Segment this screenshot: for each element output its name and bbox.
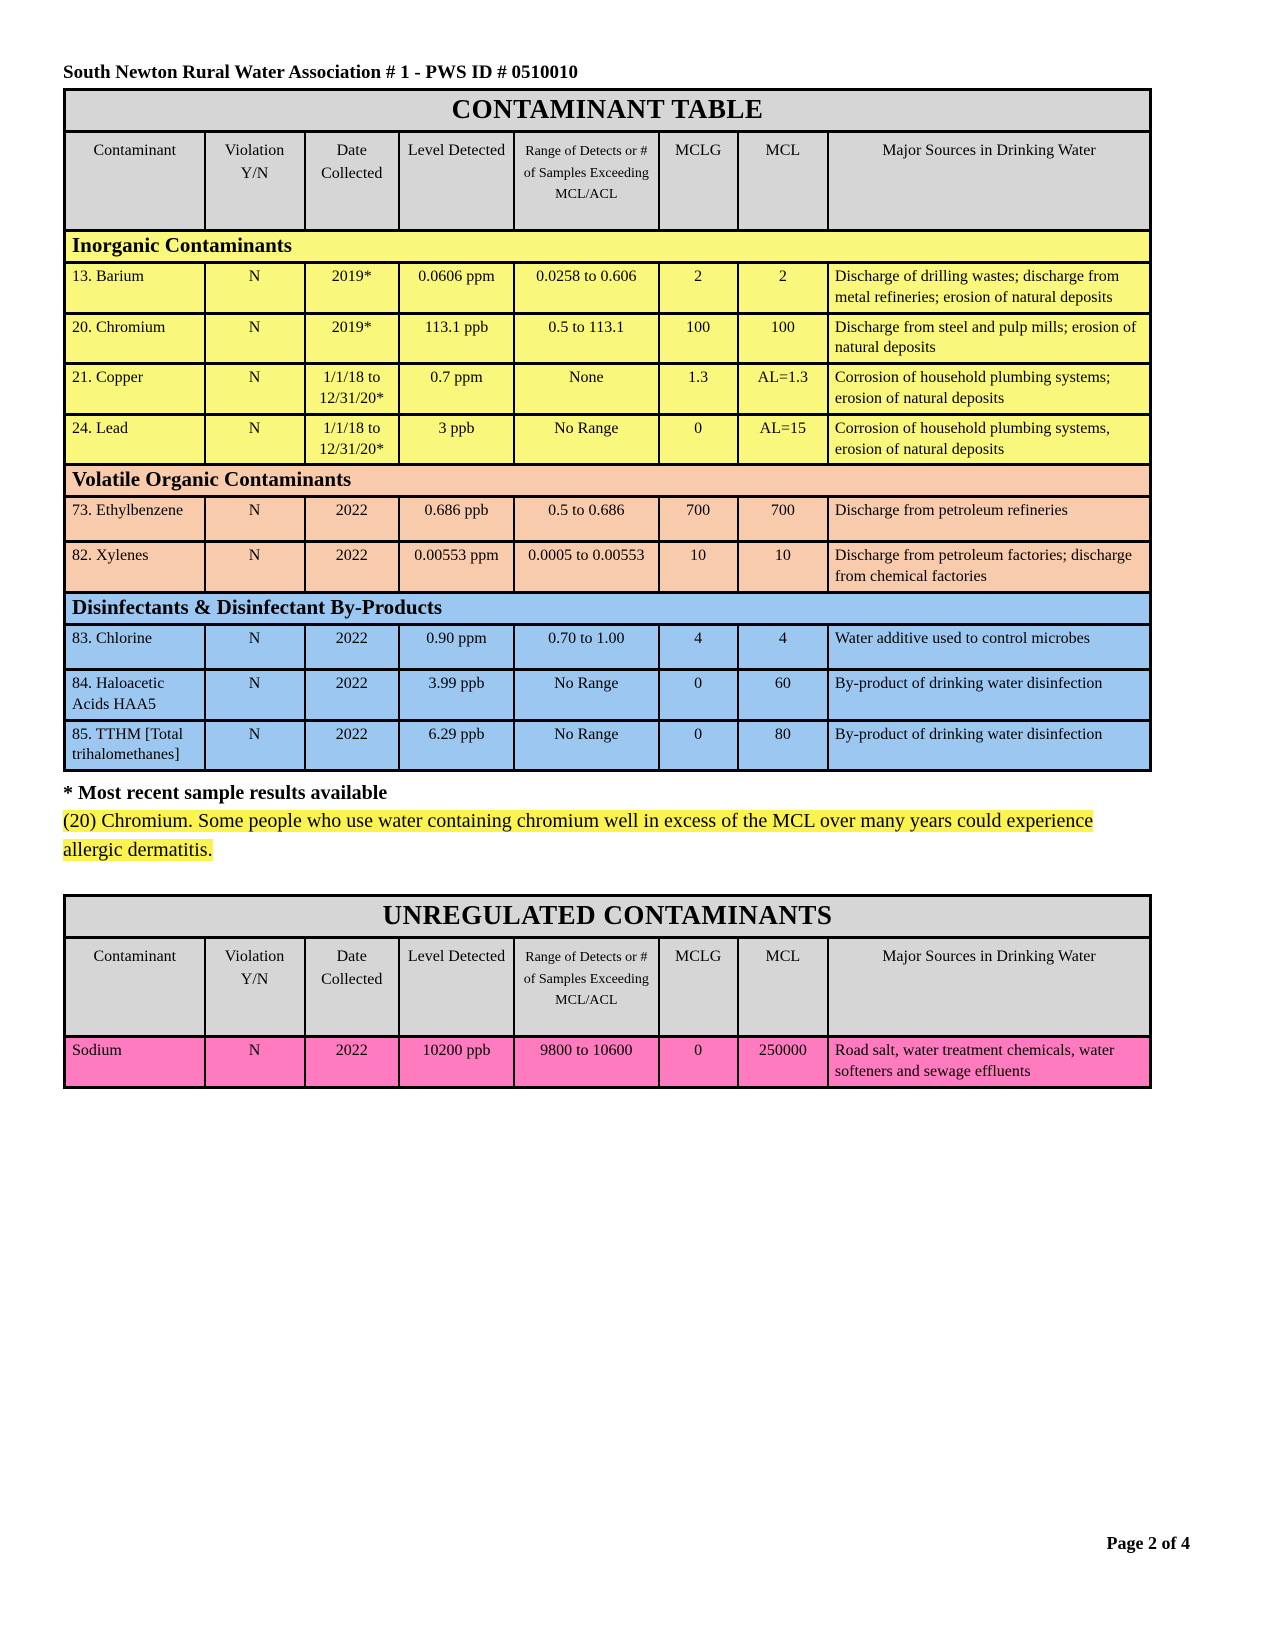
table-cell: 1/1/18 to 12/31/20* bbox=[305, 414, 399, 465]
table-cell: 100 bbox=[659, 313, 738, 364]
table-cell: 20. Chromium bbox=[65, 313, 205, 364]
table-cell: Discharge from petroleum factories; discharge from chemical factories bbox=[828, 542, 1151, 593]
table-row bbox=[65, 542, 1151, 593]
page-title: South Newton Rural Water Association # 1 - PWS ID # 0510010 bbox=[63, 62, 578, 83]
column-header-contaminant: Contaminant bbox=[65, 132, 205, 231]
table-cell: By-product of drinking water disinfection bbox=[828, 669, 1151, 720]
column-header-level-detected: Level Detected bbox=[399, 132, 514, 231]
table-cell: 73. Ethylbenzene bbox=[65, 497, 205, 542]
table-cell: 0 bbox=[659, 1036, 738, 1087]
table-cell: 2019* bbox=[305, 263, 399, 314]
column-header-mclg: MCLG bbox=[659, 937, 738, 1036]
spacer bbox=[63, 864, 1212, 894]
table-row bbox=[65, 414, 1151, 465]
chromium-note-highlighted-text: (20) Chromium. Some people who use water containing chromium well in excess of the MCL over many years could experience allergic dermatitis. bbox=[63, 810, 1094, 861]
table-cell: 0.70 to 1.00 bbox=[514, 624, 658, 669]
table-cell: No Range bbox=[514, 720, 658, 771]
table-row bbox=[65, 1036, 1151, 1087]
table-cell: Discharge from petroleum refineries bbox=[828, 497, 1151, 542]
column-header-mclg: MCLG bbox=[659, 132, 738, 231]
table-cell: N bbox=[205, 624, 305, 669]
unregulated-table-banner-row bbox=[65, 895, 1151, 937]
table-cell: No Range bbox=[514, 414, 658, 465]
column-header-range-of-detects: Range of Detects or # of Samples Exceeding MCL/ACL bbox=[514, 132, 658, 231]
table-cell: 0.5 to 0.686 bbox=[514, 497, 658, 542]
table-cell: 24. Lead bbox=[65, 414, 205, 465]
table-row bbox=[65, 364, 1151, 415]
table-row bbox=[65, 624, 1151, 669]
table-cell: 4 bbox=[659, 624, 738, 669]
table-cell: 0 bbox=[659, 720, 738, 771]
table-row bbox=[65, 720, 1151, 771]
table-cell: Discharge from steel and pulp mills; erosion of natural deposits bbox=[828, 313, 1151, 364]
table-cell: N bbox=[205, 263, 305, 314]
table-cell: 6.29 ppb bbox=[399, 720, 514, 771]
unregulated-table-title: UNREGULATED CONTAMINANTS bbox=[65, 895, 1151, 937]
table-row bbox=[65, 313, 1151, 364]
table-cell: 2022 bbox=[305, 624, 399, 669]
contaminant-table-banner-row bbox=[65, 90, 1151, 132]
column-header-range-of-detects: Range of Detects or # of Samples Exceeding MCL/ACL bbox=[514, 937, 658, 1036]
chromium-note bbox=[63, 807, 1152, 864]
table-cell: 21. Copper bbox=[65, 364, 205, 415]
table-cell: 10200 ppb bbox=[399, 1036, 514, 1087]
table-cell: N bbox=[205, 669, 305, 720]
section-header: Volatile Organic Contaminants bbox=[65, 465, 1151, 497]
table-cell: 10 bbox=[659, 542, 738, 593]
column-header-violation: Violation Y/N bbox=[205, 937, 305, 1036]
table-row bbox=[65, 497, 1151, 542]
table-cell: N bbox=[205, 497, 305, 542]
table-cell: 2022 bbox=[305, 669, 399, 720]
footnote-text: * Most recent sample results available bbox=[63, 782, 388, 805]
section-header: Disinfectants & Disinfectant By-Products bbox=[65, 592, 1151, 624]
column-header-level-detected: Level Detected bbox=[399, 937, 514, 1036]
section-header-row bbox=[65, 592, 1151, 624]
table-cell: 2022 bbox=[305, 497, 399, 542]
table-cell: Sodium bbox=[65, 1036, 205, 1087]
column-header-date-collected: Date Collected bbox=[305, 132, 399, 231]
table-cell: 1.3 bbox=[659, 364, 738, 415]
column-header-major-sources: Major Sources in Drinking Water bbox=[828, 937, 1151, 1036]
table-cell: 60 bbox=[738, 669, 828, 720]
table-cell: By-product of drinking water disinfection bbox=[828, 720, 1151, 771]
table-cell: Road salt, water treatment chemicals, water softeners and sewage effluents bbox=[828, 1036, 1151, 1087]
table-cell: N bbox=[205, 1036, 305, 1087]
contaminant-table-header-row bbox=[65, 132, 1151, 231]
section-header-row bbox=[65, 231, 1151, 263]
table-cell: 10 bbox=[738, 542, 828, 593]
table-cell: 80 bbox=[738, 720, 828, 771]
section-header-row bbox=[65, 465, 1151, 497]
table-cell: 4 bbox=[738, 624, 828, 669]
table-cell: Water additive used to control microbes bbox=[828, 624, 1151, 669]
table-cell: 83. Chlorine bbox=[65, 624, 205, 669]
table-cell: 1/1/18 to 12/31/20* bbox=[305, 364, 399, 415]
table-cell: None bbox=[514, 364, 658, 415]
unregulated-table-body bbox=[65, 1036, 1151, 1087]
contaminant-table-body bbox=[65, 231, 1151, 771]
table-cell: 2022 bbox=[305, 720, 399, 771]
contaminant-table-title: CONTAMINANT TABLE bbox=[65, 90, 1151, 132]
column-header-major-sources: Major Sources in Drinking Water bbox=[828, 132, 1151, 231]
table-cell: 113.1 ppb bbox=[399, 313, 514, 364]
contaminant-table bbox=[63, 88, 1152, 772]
table-cell: 0.0606 ppm bbox=[399, 263, 514, 314]
table-cell: 2022 bbox=[305, 542, 399, 593]
table-cell: AL=15 bbox=[738, 414, 828, 465]
table-row bbox=[65, 669, 1151, 720]
table-cell: Discharge of drilling wastes; discharge from metal refineries; erosion of natural deposits bbox=[828, 263, 1151, 314]
table-cell: 2022 bbox=[305, 1036, 399, 1087]
unregulated-contaminants-table bbox=[63, 894, 1152, 1089]
table-cell: 2 bbox=[659, 263, 738, 314]
column-header-date-collected: Date Collected bbox=[305, 937, 399, 1036]
table-cell: 82. Xylenes bbox=[65, 542, 205, 593]
table-cell: 9800 to 10600 bbox=[514, 1036, 658, 1087]
column-header-mcl: MCL bbox=[738, 937, 828, 1036]
table-cell: N bbox=[205, 542, 305, 593]
section-header: Inorganic Contaminants bbox=[65, 231, 1151, 263]
column-header-contaminant: Contaminant bbox=[65, 937, 205, 1036]
table-cell: 85. TTHM [Total trihalomethanes] bbox=[65, 720, 205, 771]
table-cell: 3.99 ppb bbox=[399, 669, 514, 720]
table-cell: 0.0258 to 0.606 bbox=[514, 263, 658, 314]
table-cell: 0.0005 to 0.00553 bbox=[514, 542, 658, 593]
table-cell: No Range bbox=[514, 669, 658, 720]
table-cell: 0.7 ppm bbox=[399, 364, 514, 415]
table-cell: 700 bbox=[659, 497, 738, 542]
table-cell: Corrosion of household plumbing systems; erosion of natural deposits bbox=[828, 364, 1151, 415]
table-cell: 0.00553 ppm bbox=[399, 542, 514, 593]
table-cell: 0.5 to 113.1 bbox=[514, 313, 658, 364]
table-cell: 700 bbox=[738, 497, 828, 542]
column-header-violation: Violation Y/N bbox=[205, 132, 305, 231]
table-cell: 0 bbox=[659, 669, 738, 720]
table-cell: N bbox=[205, 720, 305, 771]
table-cell: 84. Haloacetic Acids HAA5 bbox=[65, 669, 205, 720]
table-cell: 0.686 ppb bbox=[399, 497, 514, 542]
table-cell: N bbox=[205, 414, 305, 465]
table-cell: 0 bbox=[659, 414, 738, 465]
table-cell: 100 bbox=[738, 313, 828, 364]
table-cell: AL=1.3 bbox=[738, 364, 828, 415]
table-row bbox=[65, 263, 1151, 314]
table-cell: 0.90 ppm bbox=[399, 624, 514, 669]
page-number: Page 2 of 4 bbox=[1106, 1533, 1190, 1553]
table-cell: N bbox=[205, 313, 305, 364]
table-cell: 2019* bbox=[305, 313, 399, 364]
table-cell: 250000 bbox=[738, 1036, 828, 1087]
table-cell: N bbox=[205, 364, 305, 415]
table-cell: 3 ppb bbox=[399, 414, 514, 465]
table-cell: 13. Barium bbox=[65, 263, 205, 314]
table-cell: Corrosion of household plumbing systems, erosion of natural deposits bbox=[828, 414, 1151, 465]
table-cell: 2 bbox=[738, 263, 828, 314]
unregulated-table-header-row bbox=[65, 937, 1151, 1036]
column-header-mcl: MCL bbox=[738, 132, 828, 231]
